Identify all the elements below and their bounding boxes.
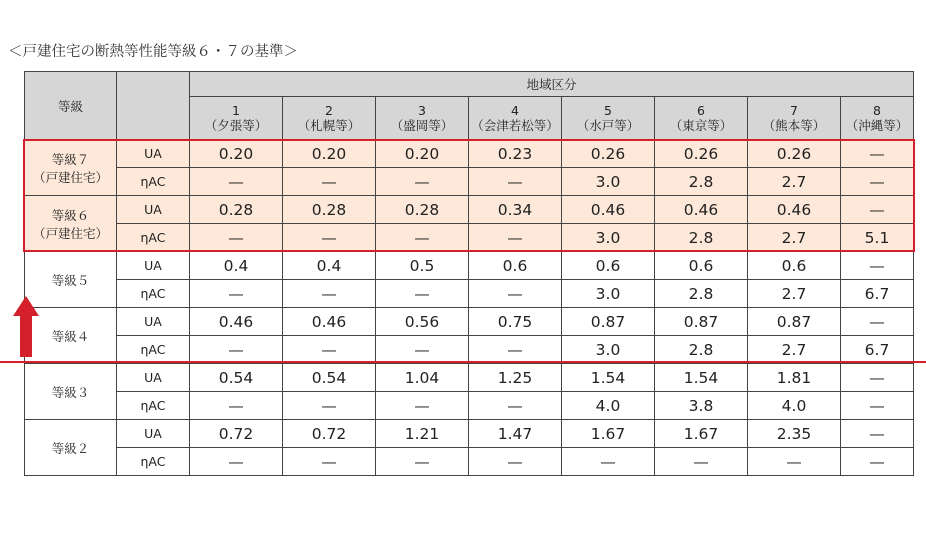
value-cell: 1.47	[469, 420, 562, 448]
value-cell: —	[469, 336, 562, 364]
region-number: 3	[418, 103, 426, 118]
value-cell: 2.8	[655, 168, 748, 196]
value-cell: —	[190, 448, 283, 476]
value-cell: —	[841, 196, 914, 224]
region-name: （会津若松等）	[471, 118, 559, 133]
value-cell: —	[841, 448, 914, 476]
value-cell: —	[376, 224, 469, 252]
table-row	[25, 196, 914, 224]
table-row	[25, 168, 914, 196]
region-name: （東京等）	[669, 118, 733, 133]
region-name: （盛岡等）	[390, 118, 454, 133]
table-row	[25, 392, 914, 420]
region-number: 1	[232, 103, 240, 118]
value-cell: —	[469, 224, 562, 252]
value-cell: 2.7	[748, 336, 841, 364]
value-cell: 1.81	[748, 364, 841, 392]
metric-label: UA	[117, 140, 190, 168]
value-cell: 0.5	[376, 252, 469, 280]
value-cell: 1.54	[655, 364, 748, 392]
grade-name: 等級３	[51, 384, 90, 400]
value-cell: —	[841, 420, 914, 448]
value-cell: 3.8	[655, 392, 748, 420]
value-cell: —	[841, 168, 914, 196]
value-cell: 0.28	[376, 196, 469, 224]
value-cell: —	[283, 168, 376, 196]
value-cell: 1.54	[562, 364, 655, 392]
value-cell: 1.04	[376, 364, 469, 392]
value-cell: —	[190, 392, 283, 420]
value-cell: 0.26	[562, 140, 655, 168]
value-cell: 0.75	[469, 308, 562, 336]
value-cell: 0.54	[283, 364, 376, 392]
value-cell: 2.7	[748, 224, 841, 252]
region-header-7	[748, 97, 841, 140]
region-number: 5	[604, 103, 612, 118]
region-header-4	[469, 97, 562, 140]
metric-label: UA	[117, 420, 190, 448]
table-row	[25, 448, 914, 476]
value-cell: —	[469, 168, 562, 196]
value-cell: 0.6	[655, 252, 748, 280]
metric-label: UA	[117, 308, 190, 336]
value-cell: —	[376, 448, 469, 476]
metric-label: ηAC	[117, 224, 190, 252]
table-row	[25, 140, 914, 168]
value-cell: —	[190, 336, 283, 364]
value-cell: 2.8	[655, 280, 748, 308]
value-cell: 0.46	[655, 196, 748, 224]
grade-name: 等級６	[51, 207, 90, 223]
region-header: 地域区分	[190, 72, 914, 97]
value-cell: 5.1	[841, 224, 914, 252]
metric-label: UA	[117, 252, 190, 280]
value-cell: 4.0	[748, 392, 841, 420]
region-name: （沖縄等）	[845, 118, 909, 133]
value-cell: —	[376, 168, 469, 196]
value-cell: 0.6	[469, 252, 562, 280]
value-cell: —	[190, 224, 283, 252]
metric-label: ηAC	[117, 168, 190, 196]
table-row	[25, 280, 914, 308]
table-row	[25, 336, 914, 364]
value-cell: 0.4	[190, 252, 283, 280]
grade-subtitle: （戸建住宅）	[32, 169, 108, 185]
value-cell: —	[283, 336, 376, 364]
grade-name: 等級２	[51, 440, 90, 456]
value-cell: 0.87	[562, 308, 655, 336]
grade-cell	[25, 140, 117, 196]
value-cell: 1.67	[655, 420, 748, 448]
value-cell: 1.25	[469, 364, 562, 392]
value-cell: 0.28	[190, 196, 283, 224]
grade-subtitle: （戸建住宅）	[32, 225, 108, 241]
region-header-1	[190, 97, 283, 140]
value-cell: 0.56	[376, 308, 469, 336]
value-cell: —	[283, 392, 376, 420]
metric-label: ηAC	[117, 280, 190, 308]
value-cell: 2.8	[655, 224, 748, 252]
value-cell: —	[469, 280, 562, 308]
table-row	[25, 420, 914, 448]
region-header-8	[841, 97, 914, 140]
value-cell: 0.46	[283, 308, 376, 336]
grade-name: 等級５	[51, 272, 90, 288]
value-cell: —	[376, 392, 469, 420]
up-arrow-shaft	[20, 315, 32, 357]
value-cell: 3.0	[562, 168, 655, 196]
value-cell: 0.87	[655, 308, 748, 336]
value-cell: 4.0	[562, 392, 655, 420]
value-cell: 6.7	[841, 280, 914, 308]
value-cell: 0.6	[748, 252, 841, 280]
region-number: 2	[325, 103, 333, 118]
value-cell: 0.20	[376, 140, 469, 168]
grade-cell	[25, 196, 117, 252]
region-header-2	[283, 97, 376, 140]
value-cell: 0.20	[190, 140, 283, 168]
value-cell: 0.20	[283, 140, 376, 168]
value-cell: 1.67	[562, 420, 655, 448]
value-cell: —	[190, 280, 283, 308]
region-name: （夕張等）	[204, 118, 268, 133]
value-cell: 0.72	[190, 420, 283, 448]
metric-label: UA	[117, 364, 190, 392]
region-number: 8	[873, 103, 881, 118]
up-arrow-icon	[13, 296, 39, 316]
value-cell: 0.46	[190, 308, 283, 336]
value-cell: 0.46	[562, 196, 655, 224]
value-cell: —	[376, 336, 469, 364]
region-number: 6	[697, 103, 705, 118]
value-cell: —	[283, 224, 376, 252]
value-cell: 0.54	[190, 364, 283, 392]
value-cell: —	[841, 308, 914, 336]
page-title: ＜戸建住宅の断熱等性能等級６・７の基準＞	[8, 44, 298, 60]
value-cell: 3.0	[562, 336, 655, 364]
region-header-3	[376, 97, 469, 140]
metric-header	[117, 72, 190, 140]
region-name: （水戸等）	[576, 118, 640, 133]
value-cell: 3.0	[562, 280, 655, 308]
value-cell: —	[841, 364, 914, 392]
value-cell: 0.4	[283, 252, 376, 280]
table-row	[25, 308, 914, 336]
value-cell: —	[469, 392, 562, 420]
region-header-6	[655, 97, 748, 140]
value-cell: —	[469, 448, 562, 476]
table-row	[25, 252, 914, 280]
value-cell: 0.34	[469, 196, 562, 224]
value-cell: —	[841, 252, 914, 280]
value-cell: 1.21	[376, 420, 469, 448]
value-cell: 0.87	[748, 308, 841, 336]
value-cell: 2.35	[748, 420, 841, 448]
value-cell: 2.7	[748, 280, 841, 308]
value-cell: 2.7	[748, 168, 841, 196]
value-cell: —	[283, 448, 376, 476]
insulation-standards-table	[24, 71, 914, 476]
value-cell: 0.23	[469, 140, 562, 168]
metric-label: ηAC	[117, 448, 190, 476]
value-cell: 2.8	[655, 336, 748, 364]
region-header-5	[562, 97, 655, 140]
grade-cell	[25, 420, 117, 476]
value-cell: —	[655, 448, 748, 476]
grade-cell	[25, 364, 117, 420]
value-cell: 0.72	[283, 420, 376, 448]
value-cell: 0.6	[562, 252, 655, 280]
region-number: 7	[790, 103, 798, 118]
red-divider-line	[0, 361, 926, 363]
region-name: （熊本等）	[762, 118, 826, 133]
table-row	[25, 224, 914, 252]
region-number: 4	[511, 103, 519, 118]
metric-label: ηAC	[117, 336, 190, 364]
value-cell: —	[841, 140, 914, 168]
table-row	[25, 364, 914, 392]
value-cell: 3.0	[562, 224, 655, 252]
value-cell: —	[190, 168, 283, 196]
value-cell: 0.46	[748, 196, 841, 224]
metric-label: UA	[117, 196, 190, 224]
value-cell: —	[562, 448, 655, 476]
grade-name: 等級４	[51, 328, 90, 344]
value-cell: —	[283, 280, 376, 308]
value-cell: —	[376, 280, 469, 308]
grade-name: 等級７	[51, 151, 90, 167]
region-name: （札幌等）	[297, 118, 361, 133]
value-cell: 0.26	[748, 140, 841, 168]
value-cell: 0.26	[655, 140, 748, 168]
grade-header: 等級	[25, 72, 117, 140]
value-cell: —	[841, 392, 914, 420]
value-cell: —	[748, 448, 841, 476]
value-cell: 0.28	[283, 196, 376, 224]
value-cell: 6.7	[841, 336, 914, 364]
metric-label: ηAC	[117, 392, 190, 420]
